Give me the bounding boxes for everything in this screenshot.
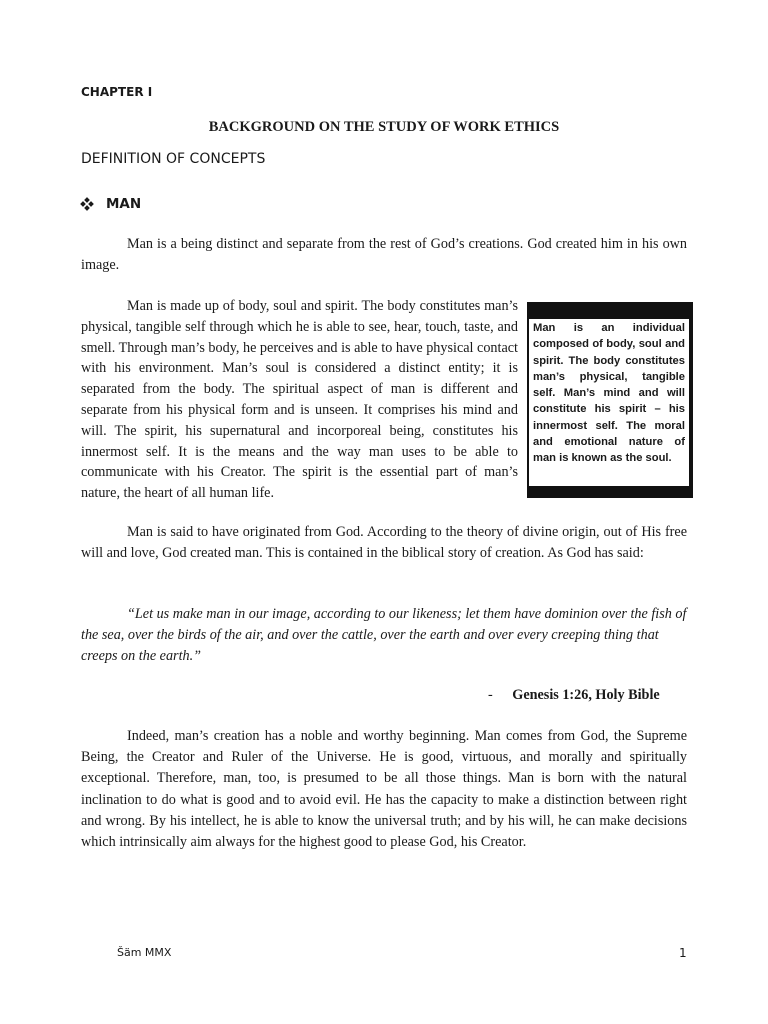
chapter-label: CHAPTER I xyxy=(81,85,153,99)
page-number: 1 xyxy=(679,946,687,960)
subsection-heading-row xyxy=(81,196,141,212)
callout-text: Man is an individual composed of body, soul and spirit. The body constitutes man’s physical, tangible self. Man’s mind and will constitute his spirit – his innermost self. The moral and emotional nature of man is known as the soul. xyxy=(533,322,685,465)
paragraph-intro: Man is a being distinct and separate from the rest of God’s creations. God created him in his own image. xyxy=(81,236,687,274)
callout-inner xyxy=(529,319,689,486)
quote-citation xyxy=(488,687,660,704)
paragraph-divine-origin: Man is said to have originated from God. According to the theory of divine origin, out of His free will and love, God created man. This is contained in the biblical story of creation. As God has said: xyxy=(81,524,687,562)
section-heading: DEFINITION OF CONCEPTS xyxy=(81,151,266,167)
page-title: BACKGROUND ON THE STUDY OF WORK ETHICS xyxy=(208,119,560,135)
bible-quote: “Let us make man in our image, according to our likeness; let them have dominion over the fish of the sea, over the birds of the air, and over the cattle, over the earth and over every creeping thing that creeps on the earth.” xyxy=(81,606,687,665)
diamond-bullet-icon xyxy=(81,198,93,210)
citation-reference: Genesis 1:26, Holy Bible xyxy=(512,687,660,703)
callout-box xyxy=(527,302,693,498)
paragraph-body-soul-spirit: Man is made up of body, soul and spirit. The body constitutes man’s physical, tangible self through which he is able to see, hear, touch, taste, and smell. Through man’s body, he perceives and is able to have physical contact with his environment. Man’s soul is considered a distinct entity; it is separated from the body. The spiritual aspect of man is different and separate from his physical form and is unseen. It comprises his mind and will. The spirit, his supernatural and incorporeal being, constitutes his innermost self. It is the means and the way man uses to be able to communicate with his Creator. The spirit is the essential part of man’s nature, the heart of all human life. xyxy=(81,298,518,502)
subsection-heading: MAN xyxy=(106,196,142,212)
footer-author: Šäm MMX xyxy=(117,946,172,959)
citation-dash: - xyxy=(488,687,493,703)
paragraph-noble-creation: Indeed, man’s creation has a noble and worthy beginning. Man comes from God, the Supreme Being, the Creator and Ruler of the Universe. He is good, virtuous, and morally and spiritually exceptional. Therefore, man, too, is presumed to be all those things. Man is born with the natural inclination to do what is good and to avoid evil. He has the capacity to make a distinction between right and wrong. By his intellect, he is able to know the universal truth; and by his will, he can make decisions which intrinsically aim always for the highest good to please God, his Creator. xyxy=(81,728,687,851)
